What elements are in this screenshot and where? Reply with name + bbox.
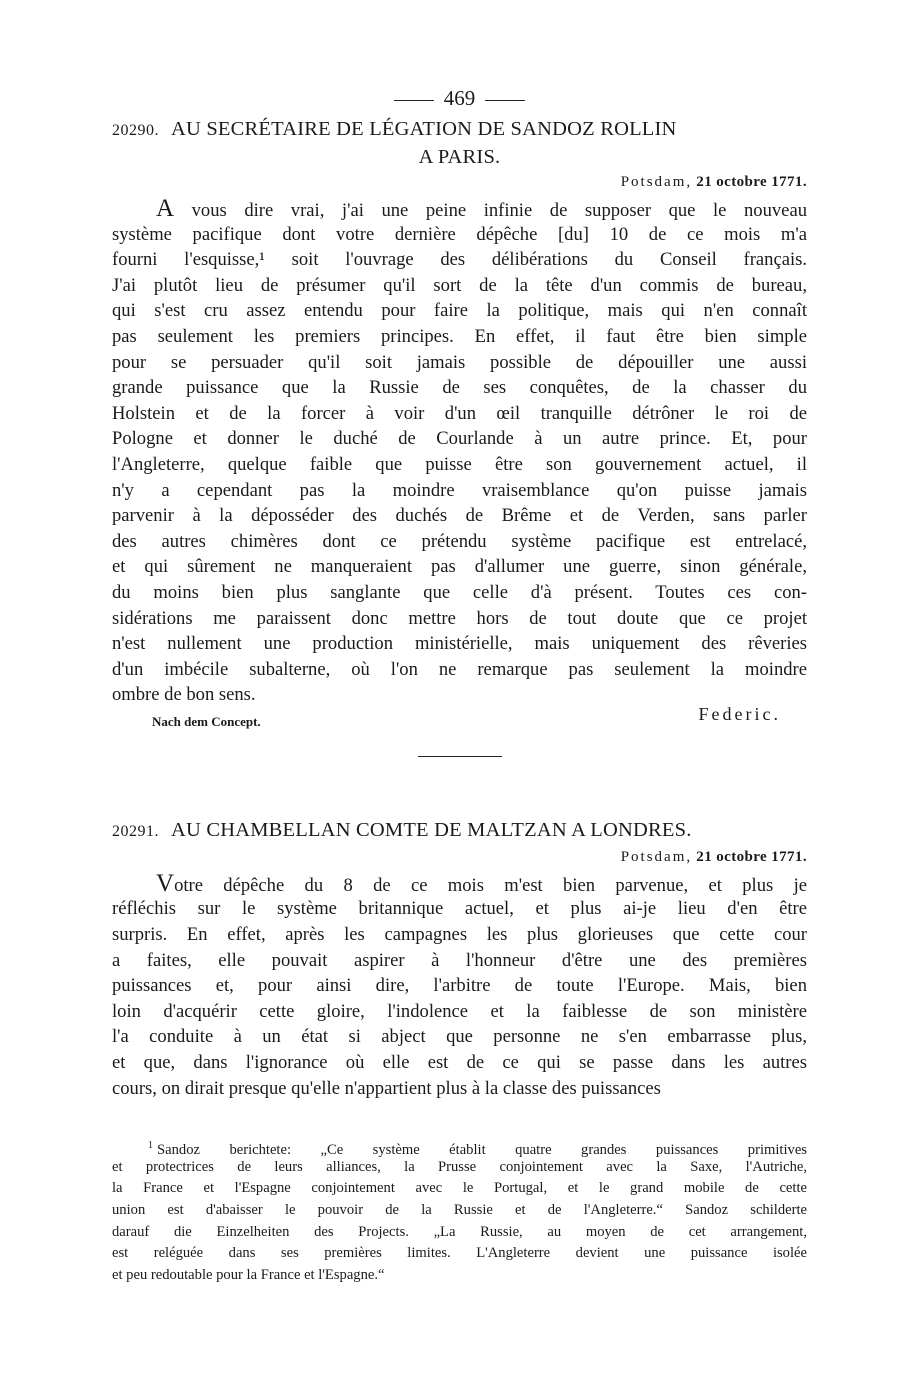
text-line [112,948,807,974]
footnote [112,1135,807,1286]
text-line [112,298,807,324]
source-note: Nach dem Concept. [152,713,261,729]
page-number-rule-left [394,100,434,101]
section-divider [418,756,502,757]
text-line [112,426,807,452]
line-text: a faites, elle pouvait aspirer à l'honneur d'être une des premières [112,949,807,971]
line-text: otre dépêche du 8 de ce mois m'est bien parvenue, et plus je [174,874,807,896]
text-line [112,273,807,299]
text-line [112,631,807,657]
letter-heading-line2: A PARIS. [418,146,501,168]
text-line [112,350,807,376]
page-number-row [112,80,807,116]
text-line [112,478,807,504]
letter-dateline [112,845,807,869]
letter-dateline [112,170,807,194]
letter-20290 [112,116,807,757]
footnote-text: Sandoz berichtete: „Ce système établit quatre grandes puissances primitives [157,1142,807,1157]
footnote-text: et protectrices de leurs alliances, la Prusse conjointement avec la Saxe, l'Autriche, [112,1158,807,1175]
letter-body [112,196,807,708]
text-line [112,999,807,1025]
line-text: et que, dans l'ignorance où elle est de ce qui se passe dans les autres [112,1052,807,1074]
line-text: d'un imbécile subalterne, où l'on ne remarque pas seulement la moindre [112,658,807,680]
line-text: l'a conduite à un état si abject que personne ne s'en embarrasse plus, [112,1026,807,1048]
line-text: et qui sûrement ne manqueraient pas d'allumer une guerre, sinon générale, [112,556,807,578]
text-line [112,529,807,555]
line-text: surpris. En effet, après les campagnes les plus glorieuses que cette cour [112,924,807,946]
line-text: Holstein et de la forcer à voir d'un œil tranquille détrôner le roi de [112,402,807,424]
line-text: réfléchis sur le système britannique actuel, et plus ai-je lieu d'en être [112,898,807,920]
line-text: qui s'est cru assez entendu pour faire la politique, mais qui n'en connaît [112,300,807,322]
dateline-date: 21 octobre 1771. [696,848,807,865]
line-text: puissances et, pour ainsi dire, l'arbitre de toute l'Europe. Mais, bien [112,975,807,997]
footnote-line [112,1243,807,1265]
text-line [112,375,807,401]
document-page [112,80,807,1286]
footnote-line [112,1135,807,1157]
text-line [112,1050,807,1076]
letter-heading-line1: AU SECRÉTAIRE DE LÉGATION DE SANDOZ ROLLIN [171,118,677,140]
line-text: vous dire vrai, j'ai une peine infinie de supposer que le nouveau [174,200,807,221]
letter-heading-line1: AU CHAMBELLAN COMTE DE MALTZAN A LONDRES. [171,818,692,841]
line-text: parvenir à la déposséder des duchés de Brême et de Verden, sans parler [112,505,807,527]
line-text: pas seulement les premiers principes. En effet, il faut être bien simple [112,325,807,347]
line-text: loin d'acquérir cette gloire, l'indolence et la faiblesse de son ministère [112,1000,807,1022]
text-line [112,896,807,922]
line-text: grande puissance que la Russie de ses conquêtes, de la chasser du [112,377,807,399]
footnote-line [112,1222,807,1244]
dateline-date: 21 octobre 1771. [696,174,807,190]
text-line [112,871,807,897]
line-text: fourni l'esquisse,¹ soit l'ouvrage des délibérations du Conseil français. [112,249,807,271]
text-line [112,657,807,683]
line-text: des autres chimères dont ce prétendu système pacifique est entrelacé, [112,530,807,552]
footnote-line [112,1200,807,1222]
footnote-line [112,1265,807,1287]
signature: Federic. [698,703,781,724]
line-text: n'y a cependant pas la moindre vraisemblance qu'on puisse jamais [112,479,807,501]
letter-heading [112,817,807,845]
line-text: du moins bien plus sanglante que celle d'à présent. Toutes ces con- [112,581,807,603]
line-text: ombre de bon sens. [112,684,256,706]
line-text: cours, on dirait presque qu'elle n'appartient plus à la classe des puissances [112,1077,661,1099]
text-line [112,922,807,948]
text-line [112,554,807,580]
text-line [112,1076,807,1102]
letter-20291 [112,817,807,1101]
letter-number: 20290. [112,122,159,139]
footnote-line [112,1178,807,1200]
text-line [112,196,807,222]
page-number: 469 [443,86,476,110]
text-line [112,222,807,248]
letter-closing [112,703,807,738]
letter-number: 20291. [112,822,159,840]
dateline-place: Potsdam, [620,848,693,865]
line-text: Pologne et donner le duché de Courlande à un autre prince. Et, pour [112,428,807,450]
drop-capital: A [156,196,175,222]
text-line [112,324,807,350]
footnote-marker: 1 [148,1140,153,1152]
text-line [112,580,807,606]
line-text: sidérations me paraissent donc mettre hors de tout doute que ce projet [112,607,807,629]
footnote-text: est reléguée dans ses premières limites. L'Angleterre devient une puissance isolée [112,1245,807,1262]
footnote-text: et peu redoutable pour la France et l'Espagne.“ [112,1266,385,1283]
footnote-text: la France et l'Espagne conjointement avec le Portugal, et le grand mobile de cette [112,1180,807,1197]
text-line [112,503,807,529]
footnote-text: darauf die Einzelheiten des Projects. „La Russie, au moyen de cet arrangement, [112,1223,807,1240]
text-line [112,401,807,427]
line-text: n'est nullement une production ministérielle, mais uniquement des rêveries [112,633,807,655]
dateline-place: Potsdam, [620,174,693,190]
line-text: J'ai plutôt lieu de présumer qu'il sort de la tête d'un commis de bureau, [112,274,807,296]
line-text: système pacifique dont votre dernière dépêche [du] 10 de ce mois m'a [112,223,807,245]
letter-heading [112,116,807,170]
letter-body [112,871,807,1101]
footnote-text: union est d'abaisser le pouvoir de la Russie et de l'Angleterre.“ Sandoz schilderte [112,1202,807,1218]
footnote-line [112,1157,807,1179]
page-number-rule-right [485,100,525,101]
drop-capital: V [156,870,175,897]
line-text: pour se persuader qu'il soit jamais possible de dépouiller une aussi [112,351,807,373]
text-line [112,606,807,632]
text-line [112,452,807,478]
text-line [112,973,807,999]
text-line [112,1024,807,1050]
line-text: l'Angleterre, quelque faible que puisse être son gouvernement actuel, il [112,453,807,475]
text-line [112,247,807,273]
